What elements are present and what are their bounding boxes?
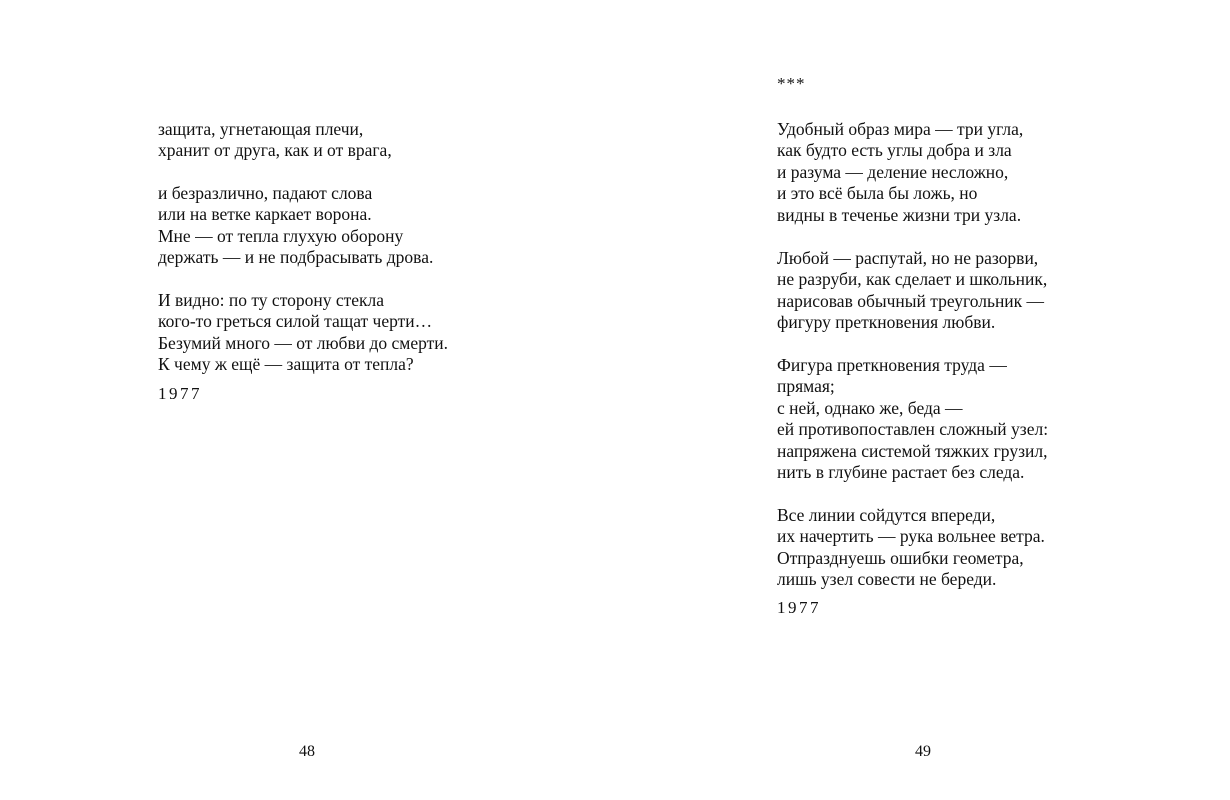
poem-line: Все линии сойдутся впереди, <box>777 505 996 525</box>
poem-line: Отпразднуешь ошибки геометра, <box>777 547 1024 568</box>
poem-line: нить в глубине растает без следа. <box>777 461 1025 482</box>
right-stanza-4 <box>777 505 1045 591</box>
poem-line: прямая; <box>777 376 835 397</box>
poem-line: защита, угнетающая плечи, <box>158 119 364 139</box>
poem-line: ей противопоставлен сложный узел: <box>777 419 1049 440</box>
page-number: 48 <box>299 743 315 760</box>
poem-line: и безразлично, падают слова <box>158 183 373 203</box>
poem-line: Мне — от тепла глухую оборону <box>158 225 404 246</box>
left-stanza-1 <box>158 119 392 162</box>
poem-line: фигуру преткновения любви. <box>777 312 996 333</box>
poem-year: 1977 <box>158 384 202 403</box>
poem-line: К чему ж ещё — защита от тепла? <box>158 354 414 375</box>
poem-line: хранит от друга, как и от врага, <box>158 140 392 161</box>
page-number: 49 <box>915 743 931 760</box>
poem-line: лишь узел совести не береди. <box>777 569 997 590</box>
poem-line: нарисовав обычный треугольник — <box>777 290 1045 311</box>
poem-line: Удобный образ мира — три угла, <box>777 119 1024 139</box>
poem-line: И видно: по ту сторону стекла <box>158 290 385 310</box>
poem-line: или на ветке каркает ворона. <box>158 204 372 225</box>
poem-year: 1977 <box>777 598 821 617</box>
right-page <box>615 0 1230 800</box>
poem-line: Фигура преткновения труда — <box>777 355 1007 375</box>
right-stanza-2 <box>777 248 1047 334</box>
left-stanza-3 <box>158 290 448 376</box>
poem-line: Безумий много — от любви до смерти. <box>158 332 449 353</box>
left-stanza-2 <box>158 183 433 269</box>
poem-line: как будто есть углы добра и зла <box>777 140 1012 161</box>
poem-line: с ней, однако же, беда — <box>777 397 963 418</box>
poem-line: и это всё была бы ложь, но <box>777 183 978 204</box>
right-stanza-3 <box>777 355 1048 483</box>
poem-line: держать — и не подбрасывать дрова. <box>158 247 434 268</box>
poem-line: напряжена системой тяжких грузил, <box>777 440 1048 461</box>
poem-line: их начертить — рука вольнее ветра. <box>777 526 1045 547</box>
right-stanza-1 <box>777 119 1023 226</box>
poem-line: видны в теченье жизни три узла. <box>777 204 1022 225</box>
poem-line: не разруби, как сделает и школьник, <box>777 269 1048 290</box>
poem-title-asterisks: *** <box>777 74 806 93</box>
poem-line: Любой — распутай, но не разорви, <box>777 248 1039 268</box>
poem-line: и разума — деление несложно, <box>777 161 1009 182</box>
poem-line: кого-то греться силой тащат черти… <box>158 311 433 332</box>
